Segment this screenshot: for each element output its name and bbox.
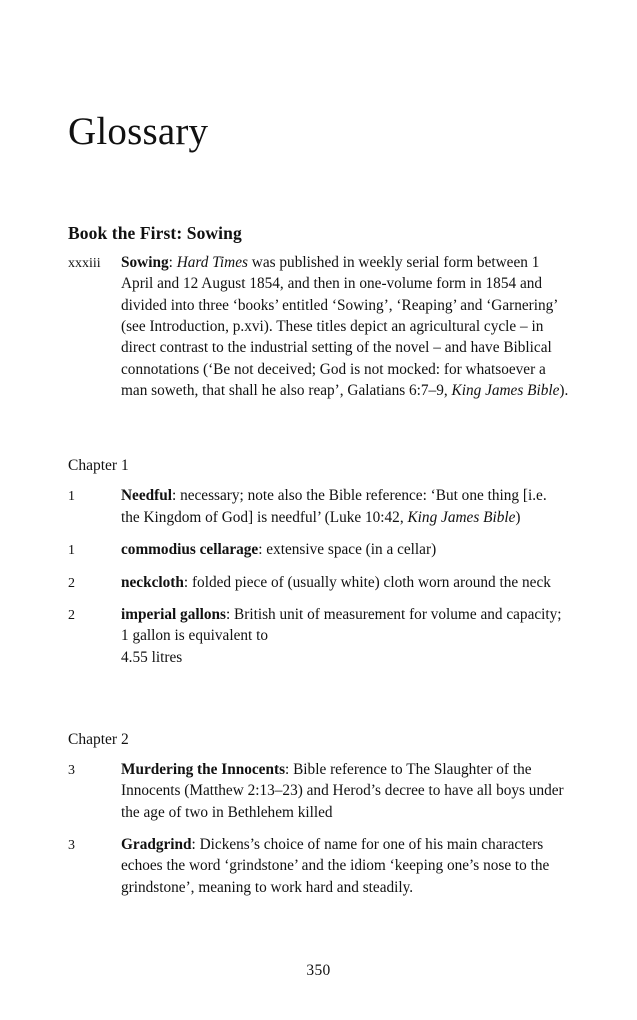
entry-text: imperial gallons: British unit of measurement for volume and capacity; 1 gallon is equivalent to 4.55 litres bbox=[121, 606, 562, 666]
entry-text: Gradgrind: Dickens’s choice of name for one of his main characters echoes the word ‘grindstone’ and the idiom ‘keeping one’s nose to the grindstone’, meaning to work hard and steadily. bbox=[121, 836, 550, 896]
section-spacer bbox=[68, 405, 569, 427]
entry-page-number: xxxiii bbox=[68, 256, 101, 271]
entry-page-number: 1 bbox=[68, 542, 75, 558]
chapter-heading: Chapter 2 bbox=[68, 731, 129, 749]
glossary-entry bbox=[68, 604, 569, 668]
entry-text: Needful: necessary; note also the Bible reference: ‘But one thing [i.e. the Kingdom of God] is needful’ (Luke 10:42, King James Bible) bbox=[121, 487, 547, 526]
entry-page-number: 1 bbox=[68, 489, 75, 505]
chapter-heading: Chapter 1 bbox=[68, 457, 129, 475]
entry-page-number: 3 bbox=[68, 838, 75, 854]
entry-page-number: 2 bbox=[68, 608, 75, 624]
entry-text: Sowing: Hard Times was published in weekly serial form between 1 April and 12 August 1854, and then in one-volume form in 1854 and divided into three ‘books’ entitled ‘Sowing’, ‘Reaping’ and ‘Garnering’ (see Introduction, p.xvi). These titles depict an agricultural cycle – in direct contrast to the industrial setting of the novel – and have Biblical connotations (‘Be not deceived; God is not mocked: for whatsoever a man soweth, that shall he also reap’, Galatians 6:7–9, King James Bible). bbox=[121, 254, 569, 399]
glossary-entry bbox=[68, 834, 569, 898]
entry-page-number: 2 bbox=[68, 575, 75, 591]
glossary-entry bbox=[68, 759, 569, 823]
section-heading: Book the First: Sowing bbox=[68, 223, 242, 243]
entry-page-number: 3 bbox=[68, 763, 75, 779]
glossary-entry bbox=[68, 539, 569, 561]
page-folio: 350 bbox=[306, 962, 331, 979]
page-title: Glossary bbox=[68, 110, 209, 153]
entry-text: commodius cellarage: extensive space (in a cellar) bbox=[121, 540, 437, 558]
glossary-section bbox=[68, 223, 569, 401]
glossary-section bbox=[68, 731, 569, 898]
glossary-entry bbox=[68, 572, 569, 594]
entry-text: neckcloth: folded piece of (usually white) cloth worn around the neck bbox=[121, 573, 551, 591]
glossary-section bbox=[68, 457, 569, 668]
entry-text: Murdering the Innocents: Bible reference to The Slaughter of the Innocents (Matthew 2:13–23) and Herod’s decree to have all boys under the age of two in Bethlehem killed bbox=[121, 761, 564, 821]
glossary-entry bbox=[68, 485, 569, 528]
glossary-entry bbox=[68, 252, 569, 401]
section-spacer bbox=[68, 679, 569, 701]
